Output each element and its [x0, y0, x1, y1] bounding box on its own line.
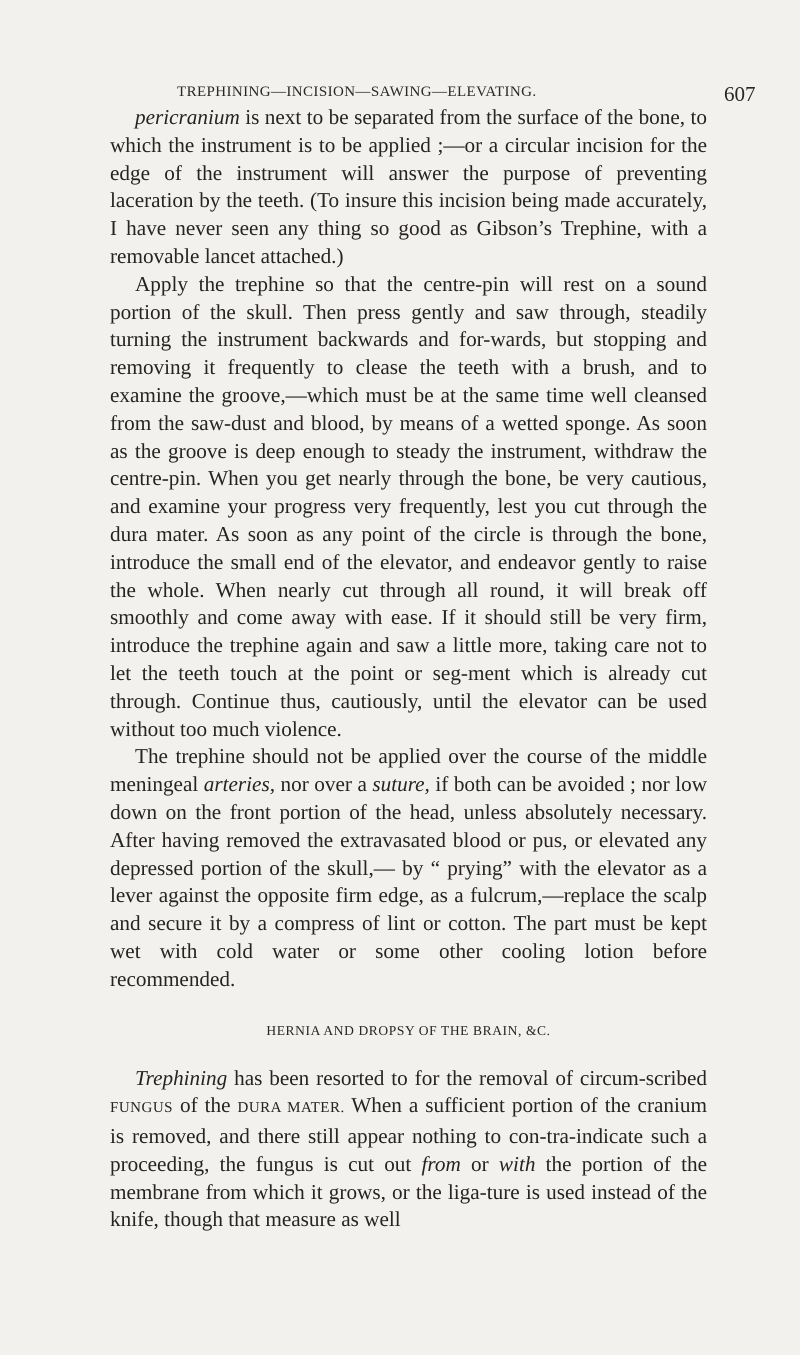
paragraph-text: if both can be avoided ; nor low down on the front portion of the head, unless absolutely necessary. After having removed the extravasated blood or pus, or elevated any depressed portion of the skull,— by “ prying” with the elevator as a lever against the opposite firm edge, as a fulcrum,—replace the scalp and secure it by a compress of lint or cotton. The part must be kept wet with cold water or some other cooling lotion before recommended. [110, 772, 708, 991]
running-head: TREPHINING—INCISION—SAWING—ELEVATING. [177, 84, 537, 100]
paragraph-text: is next to be separated from the surface of the bone, to which the instrument is to be applied ;—or a circular incision for the edge of the instrument will answer the purpose of preventing laceration by the teeth. (To insure this incision being made accurately, I have never seen any thing so good as Gibson’s Trephine, with a removable lancet attached.) [110, 105, 707, 268]
paragraph-text: Apply the trephine so that the centre-pin will rest on a sound portion of the skull. Then press gently and saw through, steadily turning the instrument backwards and for-wards, but stopping and removing it frequently to clease the teeth with a brush, and to examine the groove,—which must be at the same time well cleansed from the saw-dust and blood, by means of a wetted sponge. As soon as the groove is deep enough to steady the instrument, withdraw the centre-pin. When you get nearly through the bone, be very cautious, and examine your progress very frequently, lest you cut through the dura mater. As soon as any point of the circle is through the bone, introduce the small end of the elevator, and endeavor gently to raise the whole. When nearly cut through all round, it will break off smoothly and come away with ease. If it should still be very firm, introduce the trephine again and saw a little more, taking care not to let the teeth touch at the point or seg-ment which is already cut through. Continue thus, cautiously, until the elevator can be used without too much violence. [110, 271, 707, 741]
paragraph-apply-trephine [110, 271, 707, 744]
emphasis-from: from [421, 1151, 461, 1176]
small-caps-dura-mater: DURA MATER. [237, 1100, 345, 1117]
paragraph-text: When a sufficient portion of the cranium is removed, and there still appear nothing to con-tra-indicate such a proceeding, the fungus is cut out [110, 1093, 707, 1176]
paragraph-pericranium [110, 104, 707, 271]
emphasis-pericranium: pericranium [135, 105, 240, 129]
paragraph-text: nor over a [275, 772, 373, 797]
section-heading: HERNIA AND DROPSY OF THE BRAIN, &C. [266, 1022, 551, 1038]
emphasis-arteries: arteries, [203, 772, 275, 797]
emphasis-suture: suture, [372, 772, 430, 797]
paragraph-text: of the [173, 1093, 238, 1118]
page-number: 607 [724, 82, 756, 106]
paragraph-text: the portion of the membrane from which it grows, or the liga-ture is used instead of the knife, though that measure as well [110, 1151, 708, 1232]
paragraph-trephine-placement [110, 743, 707, 993]
paragraph-hernia [110, 1065, 707, 1235]
paragraph-text: The trephine should not be applied over the course of the middle meningeal [110, 744, 707, 797]
paragraph-text: or [460, 1151, 499, 1176]
body-text [110, 104, 707, 1234]
emphasis-trephining: Trephining [135, 1065, 228, 1090]
small-caps-fungus: FUNGUS [110, 1100, 174, 1117]
paragraph-text: has been resorted to for the removal of circum-scribed [227, 1065, 707, 1090]
emphasis-with: with [498, 1151, 536, 1176]
